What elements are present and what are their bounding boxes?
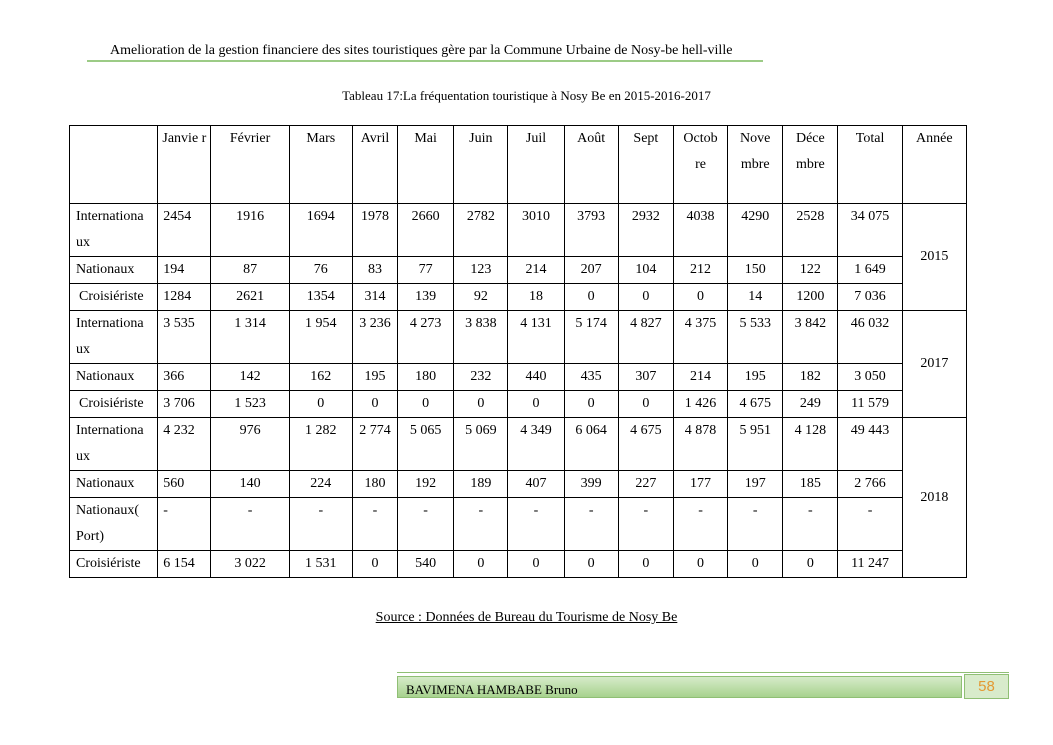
table-cell: 0 bbox=[673, 284, 727, 311]
table-row bbox=[70, 471, 967, 498]
table-cell: 249 bbox=[783, 391, 838, 418]
year-cell: 2017 bbox=[902, 311, 966, 418]
table-row bbox=[70, 391, 967, 418]
table-cell: 0 bbox=[398, 391, 454, 418]
table-cell: 2 766 bbox=[838, 471, 902, 498]
table-cell: 49 443 bbox=[838, 418, 902, 471]
table-cell: - bbox=[783, 498, 838, 551]
row-label: Croisiériste bbox=[70, 284, 158, 311]
table-cell: 976 bbox=[211, 418, 289, 471]
table-cell: 2660 bbox=[398, 204, 454, 257]
column-header: Janvie r bbox=[158, 126, 211, 204]
table-cell: 2454 bbox=[158, 204, 211, 257]
table-cell: 4 675 bbox=[618, 418, 673, 471]
header-divider bbox=[87, 60, 763, 62]
table-cell: 0 bbox=[783, 551, 838, 578]
table-cell: 195 bbox=[352, 364, 397, 391]
table-cell: 4 827 bbox=[618, 311, 673, 364]
table-cell: 1916 bbox=[211, 204, 289, 257]
table-cell: 92 bbox=[454, 284, 508, 311]
table-cell: 195 bbox=[728, 364, 783, 391]
table-cell: 0 bbox=[618, 551, 673, 578]
table-cell: 5 951 bbox=[728, 418, 783, 471]
table-row bbox=[70, 204, 967, 257]
footer-author: BAVIMENA HAMBABE Bruno bbox=[406, 682, 578, 697]
table-cell: 2621 bbox=[211, 284, 289, 311]
table-cell: 224 bbox=[289, 471, 352, 498]
table-cell: 189 bbox=[454, 471, 508, 498]
table-cell: 2932 bbox=[618, 204, 673, 257]
table-cell: 139 bbox=[398, 284, 454, 311]
table-cell: 212 bbox=[673, 257, 727, 284]
table-cell: - bbox=[508, 498, 564, 551]
row-label: Croisiériste bbox=[70, 391, 158, 418]
table-cell: 122 bbox=[783, 257, 838, 284]
table-cell: 4 878 bbox=[673, 418, 727, 471]
table-cell: 3 535 bbox=[158, 311, 211, 364]
table-cell: 87 bbox=[211, 257, 289, 284]
column-header: Sept bbox=[618, 126, 673, 204]
table-cell: 0 bbox=[618, 391, 673, 418]
column-header: Déce mbre bbox=[783, 126, 838, 204]
table-body bbox=[70, 204, 967, 578]
table-cell: 182 bbox=[783, 364, 838, 391]
table-row bbox=[70, 418, 967, 471]
table-cell: 150 bbox=[728, 257, 783, 284]
table-cell: 314 bbox=[352, 284, 397, 311]
table-row bbox=[70, 551, 967, 578]
table-cell: 4 131 bbox=[508, 311, 564, 364]
table-cell: 2528 bbox=[783, 204, 838, 257]
table-cell: - bbox=[398, 498, 454, 551]
table-cell: 440 bbox=[508, 364, 564, 391]
table-cell: 162 bbox=[289, 364, 352, 391]
table-cell: 123 bbox=[454, 257, 508, 284]
table-cell: 5 533 bbox=[728, 311, 783, 364]
table-cell: 1354 bbox=[289, 284, 352, 311]
table-caption: Tableau 17:La fréquentation touristique à Nosy Be en 2015-2016-2017 bbox=[342, 88, 711, 103]
row-label: Internationa ux bbox=[70, 204, 158, 257]
table-cell: 77 bbox=[398, 257, 454, 284]
table-cell: 1284 bbox=[158, 284, 211, 311]
page-number: 58 bbox=[964, 674, 1009, 699]
table-cell: 14 bbox=[728, 284, 783, 311]
table-cell: 0 bbox=[454, 391, 508, 418]
table-row bbox=[70, 257, 967, 284]
column-header: Mars bbox=[289, 126, 352, 204]
table-cell: 4038 bbox=[673, 204, 727, 257]
table-cell: 194 bbox=[158, 257, 211, 284]
table-cell: - bbox=[564, 498, 618, 551]
table-cell: 2782 bbox=[454, 204, 508, 257]
table-cell: - bbox=[838, 498, 902, 551]
table-cell: 1 649 bbox=[838, 257, 902, 284]
table-cell: 2 774 bbox=[352, 418, 397, 471]
column-header: Année bbox=[902, 126, 966, 204]
row-label: Nationaux bbox=[70, 471, 158, 498]
table-cell: 560 bbox=[158, 471, 211, 498]
table-cell: 1 954 bbox=[289, 311, 352, 364]
table-cell: 4 232 bbox=[158, 418, 211, 471]
table-cell: 0 bbox=[564, 391, 618, 418]
row-label: Nationaux bbox=[70, 364, 158, 391]
table-cell: 399 bbox=[564, 471, 618, 498]
table-cell: 18 bbox=[508, 284, 564, 311]
table-cell: 0 bbox=[289, 391, 352, 418]
table-cell: 3793 bbox=[564, 204, 618, 257]
table-cell: 3 022 bbox=[211, 551, 289, 578]
table-cell: 11 579 bbox=[838, 391, 902, 418]
running-header: Amelioration de la gestion financiere des sites touristiques gère par la Commune Urbaine de Nosy-be hell-ville bbox=[110, 43, 733, 58]
table-cell: 0 bbox=[352, 551, 397, 578]
table-cell: 3 050 bbox=[838, 364, 902, 391]
table-cell: - bbox=[673, 498, 727, 551]
table-cell: 407 bbox=[508, 471, 564, 498]
table-cell: 3 838 bbox=[454, 311, 508, 364]
column-header: Juin bbox=[454, 126, 508, 204]
column-header: Total bbox=[838, 126, 902, 204]
table-cell: - bbox=[618, 498, 673, 551]
table-row bbox=[70, 311, 967, 364]
table-cell: 307 bbox=[618, 364, 673, 391]
row-label: Nationaux( Port) bbox=[70, 498, 158, 551]
table-cell: 1200 bbox=[783, 284, 838, 311]
table-cell: 0 bbox=[673, 551, 727, 578]
year-cell: 2015 bbox=[902, 204, 966, 311]
column-header: Août bbox=[564, 126, 618, 204]
table-cell: 197 bbox=[728, 471, 783, 498]
table-cell: 0 bbox=[618, 284, 673, 311]
table-row bbox=[70, 498, 967, 551]
column-header bbox=[70, 126, 158, 204]
table-cell: 214 bbox=[673, 364, 727, 391]
column-header: Nove mbre bbox=[728, 126, 783, 204]
table-cell: - bbox=[158, 498, 211, 551]
table-cell: 142 bbox=[211, 364, 289, 391]
year-cell: 2018 bbox=[902, 418, 966, 578]
table-cell: 3 706 bbox=[158, 391, 211, 418]
table-cell: 0 bbox=[564, 284, 618, 311]
table-cell: 5 065 bbox=[398, 418, 454, 471]
table-cell: 1 426 bbox=[673, 391, 727, 418]
table-row bbox=[70, 284, 967, 311]
table-row bbox=[70, 364, 967, 391]
table-cell: 540 bbox=[398, 551, 454, 578]
table-cell: 0 bbox=[454, 551, 508, 578]
row-label: Internationa ux bbox=[70, 311, 158, 364]
table-cell: 0 bbox=[352, 391, 397, 418]
table-cell: 4 349 bbox=[508, 418, 564, 471]
table-cell: 5 069 bbox=[454, 418, 508, 471]
row-label: Internationa ux bbox=[70, 418, 158, 471]
source-note: Source : Données de Bureau du Tourisme de Nosy Be bbox=[375, 610, 678, 625]
column-header: Février bbox=[211, 126, 289, 204]
table-cell: 3010 bbox=[508, 204, 564, 257]
table-cell: 76 bbox=[289, 257, 352, 284]
table-cell: 6 154 bbox=[158, 551, 211, 578]
table-cell: 0 bbox=[564, 551, 618, 578]
table-cell: 180 bbox=[398, 364, 454, 391]
table-cell: 4 273 bbox=[398, 311, 454, 364]
table-cell: 46 032 bbox=[838, 311, 902, 364]
table-cell: 180 bbox=[352, 471, 397, 498]
table-cell: 435 bbox=[564, 364, 618, 391]
table-cell: 5 174 bbox=[564, 311, 618, 364]
table-cell: 1 314 bbox=[211, 311, 289, 364]
table-cell: 1 282 bbox=[289, 418, 352, 471]
table-cell: 192 bbox=[398, 471, 454, 498]
table-cell: 4 675 bbox=[728, 391, 783, 418]
table-cell: 83 bbox=[352, 257, 397, 284]
table-cell: 3 236 bbox=[352, 311, 397, 364]
table-cell: - bbox=[211, 498, 289, 551]
table-cell: 4 375 bbox=[673, 311, 727, 364]
table-cell: 1694 bbox=[289, 204, 352, 257]
table-cell: 6 064 bbox=[564, 418, 618, 471]
table-cell: 1978 bbox=[352, 204, 397, 257]
table-cell: - bbox=[289, 498, 352, 551]
table-cell: 34 075 bbox=[838, 204, 902, 257]
table-cell: 3 842 bbox=[783, 311, 838, 364]
table-cell: 0 bbox=[728, 551, 783, 578]
table-cell: 4290 bbox=[728, 204, 783, 257]
table-cell: 4 128 bbox=[783, 418, 838, 471]
table-cell: 7 036 bbox=[838, 284, 902, 311]
column-header: Octob re bbox=[673, 126, 727, 204]
table-cell: 0 bbox=[508, 551, 564, 578]
table-cell: 185 bbox=[783, 471, 838, 498]
table-cell: 366 bbox=[158, 364, 211, 391]
column-header: Mai bbox=[398, 126, 454, 204]
table-cell: 227 bbox=[618, 471, 673, 498]
footer-divider bbox=[397, 672, 1009, 673]
tourism-frequency-table bbox=[69, 125, 967, 578]
table-cell: 232 bbox=[454, 364, 508, 391]
table-cell: 0 bbox=[508, 391, 564, 418]
table-header-row bbox=[70, 126, 967, 204]
row-label: Croisiériste bbox=[70, 551, 158, 578]
row-label: Nationaux bbox=[70, 257, 158, 284]
column-header: Avril bbox=[352, 126, 397, 204]
table-cell: 207 bbox=[564, 257, 618, 284]
table-cell: - bbox=[728, 498, 783, 551]
table-cell: 104 bbox=[618, 257, 673, 284]
table-cell: 1 531 bbox=[289, 551, 352, 578]
table-cell: - bbox=[352, 498, 397, 551]
table-cell: 140 bbox=[211, 471, 289, 498]
column-header: Juil bbox=[508, 126, 564, 204]
table-cell: - bbox=[454, 498, 508, 551]
table-cell: 11 247 bbox=[838, 551, 902, 578]
table-cell: 214 bbox=[508, 257, 564, 284]
table-cell: 177 bbox=[673, 471, 727, 498]
table-cell: 1 523 bbox=[211, 391, 289, 418]
